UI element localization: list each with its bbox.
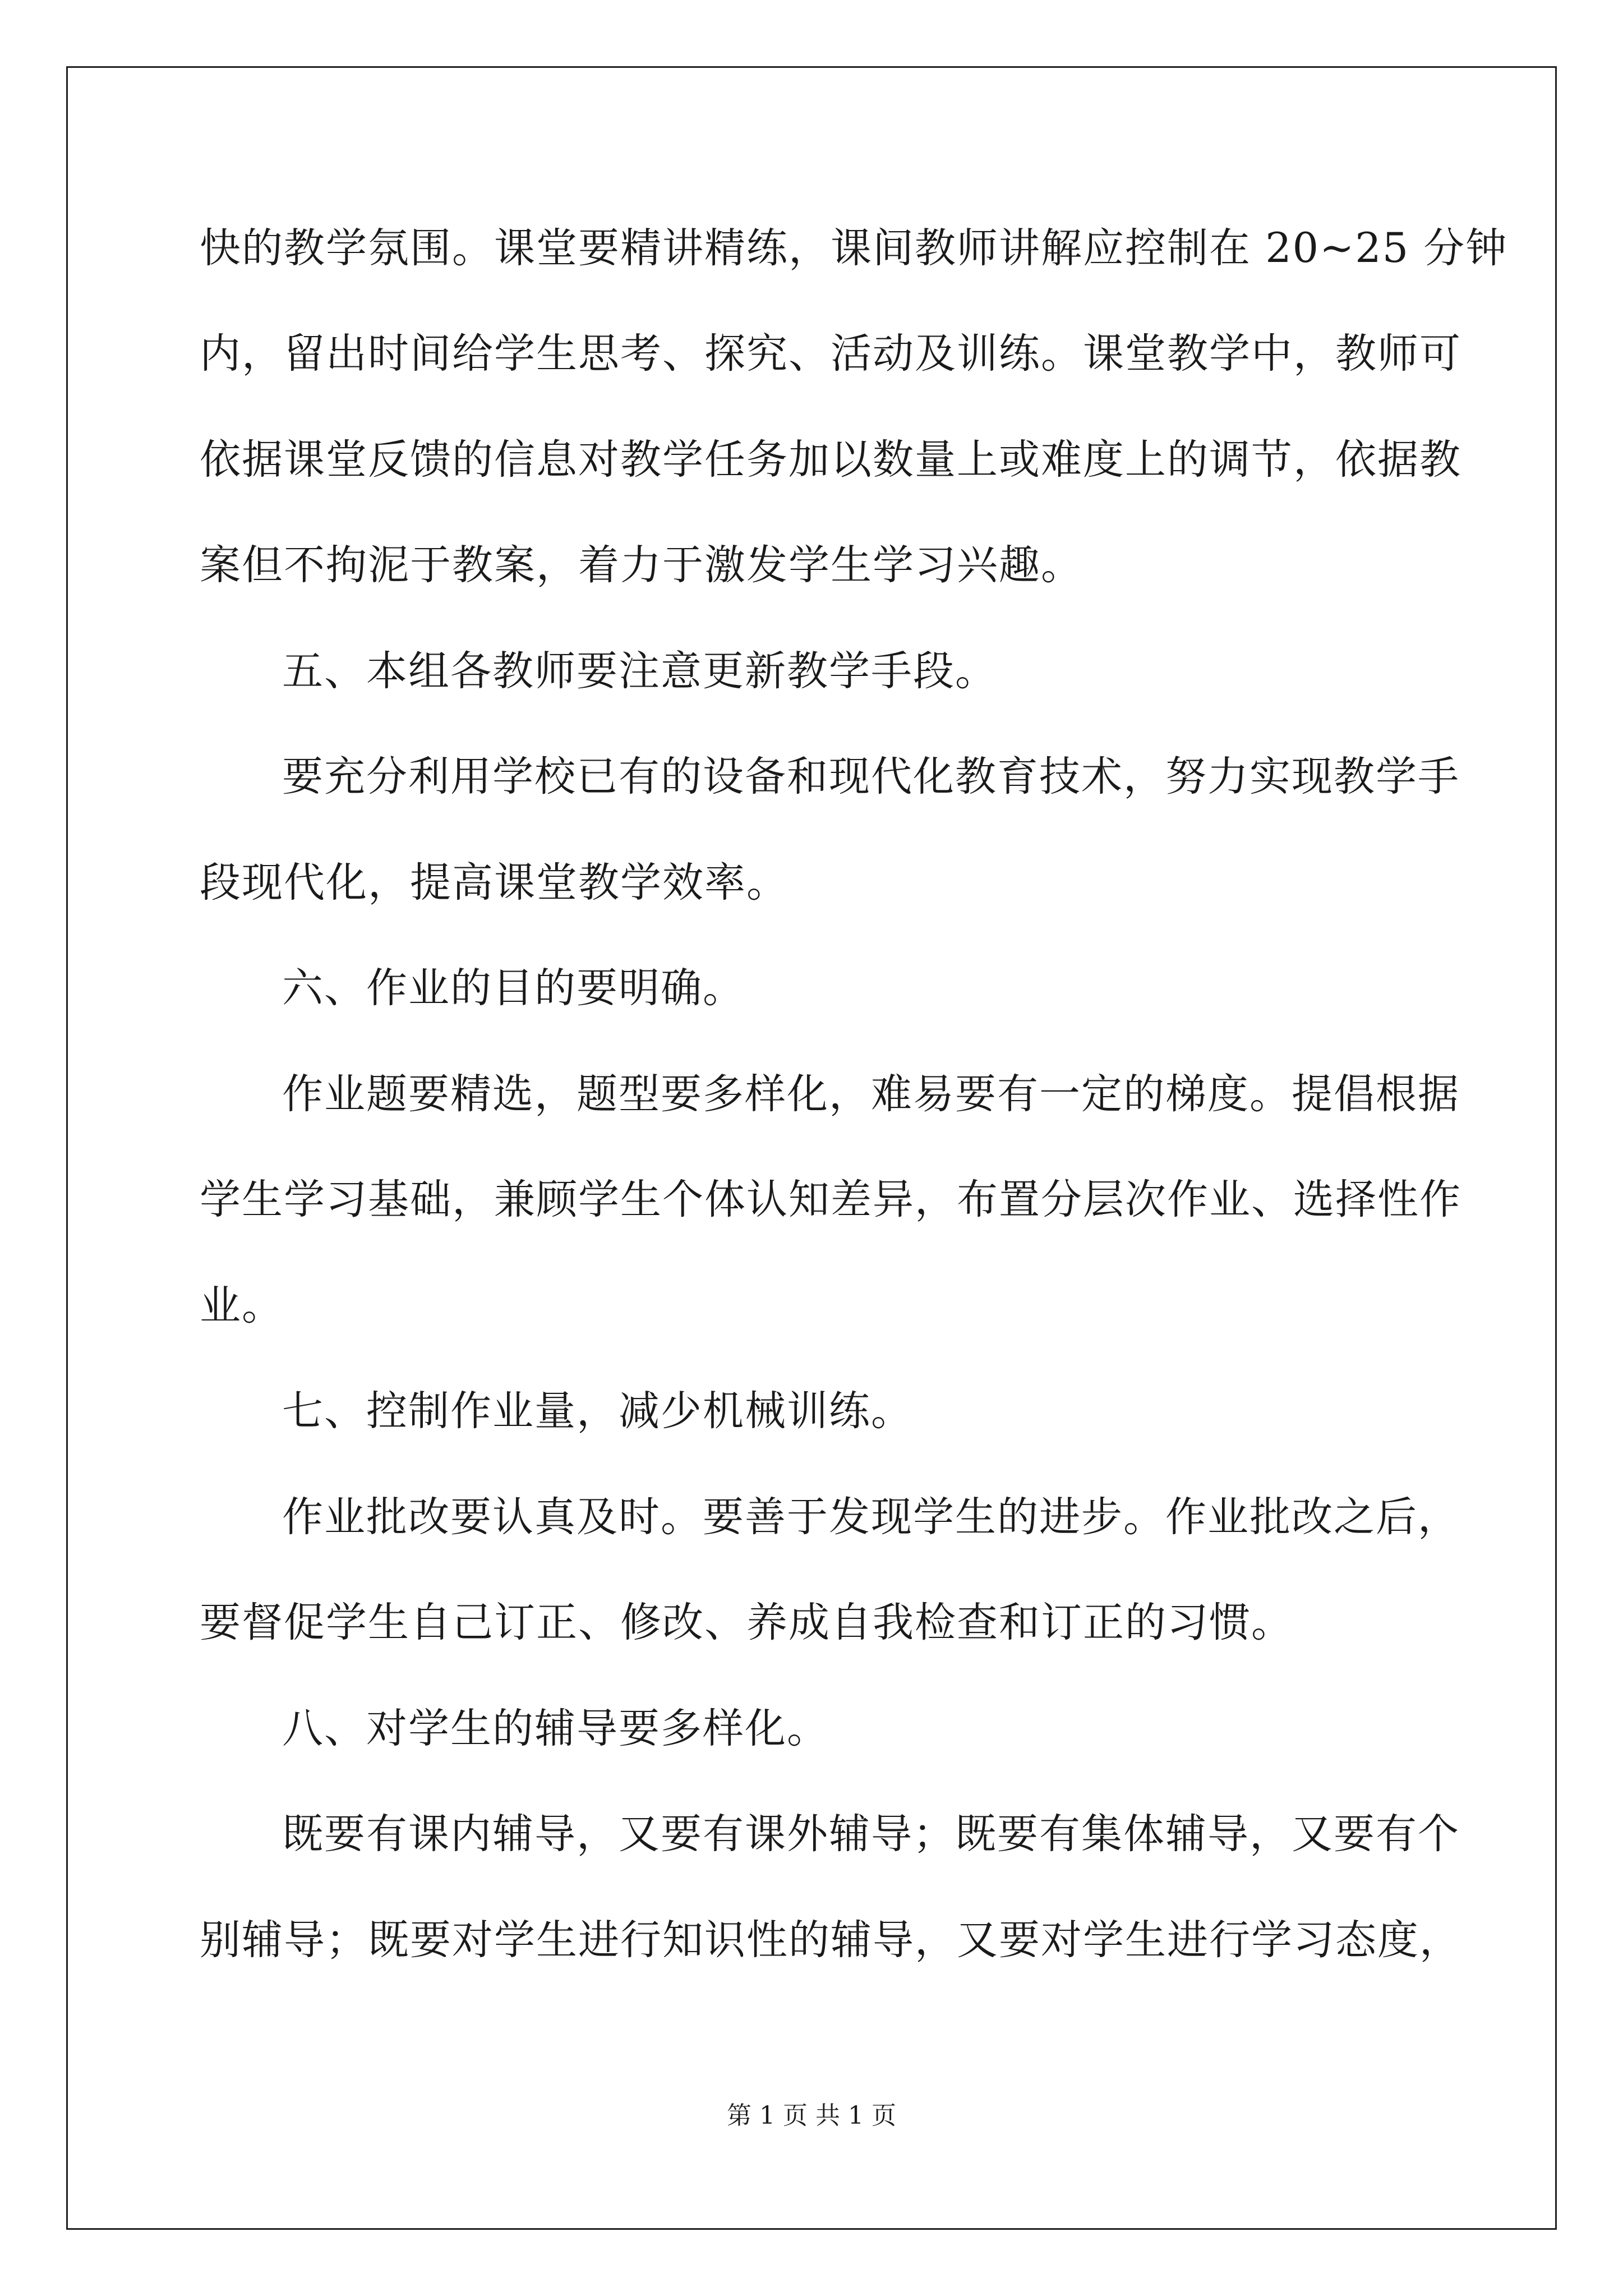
text-line-11: 业。 [200, 1282, 284, 1329]
text-line-7: 段现代化，提高课堂教学效率。 [200, 859, 789, 907]
section-heading-5: 五、本组各教师要注意更新教学手段。 [282, 647, 997, 695]
page-footer: 第 1 页 共 1 页 [727, 2101, 896, 2130]
text-line-10: 学生学习基础，兼顾学生个体认知差异，布置分层次作业、选择性作 [200, 1176, 1461, 1223]
text-line-6: 要充分利用学校已有的设备和现代化教育技术，努力实现教学手 [282, 753, 1460, 800]
text-line-17: 别辅导；既要对学生进行知识性的辅导，又要对学生进行学习态度， [200, 1916, 1461, 1964]
section-heading-7: 七、控制作业量，减少机械训练。 [282, 1387, 913, 1435]
text-line-1: 快的教学氛围。课堂要精讲精练，课间教师讲解应控制在 20~25 分钟 [200, 224, 1508, 272]
text-line-2: 内，留出时间给学生思考、探究、活动及训练。课堂教学中，教师可 [200, 330, 1461, 378]
text-line-16: 既要有课内辅导，又要有课外辅导；既要有集体辅导，又要有个 [282, 1810, 1460, 1858]
text-line-4: 案但不拘泥于教案，着力于激发学生学习兴趣。 [200, 541, 1083, 589]
text-line-3: 依据课堂反馈的信息对教学任务加以数量上或难度上的调节，依据教 [200, 436, 1461, 484]
text-line-13: 作业批改要认真及时。要善于发现学生的进步。作业批改之后， [282, 1493, 1460, 1541]
text-line-9: 作业题要精选，题型要多样化，难易要有一定的梯度。提倡根据 [282, 1070, 1460, 1118]
text-line-14: 要督促学生自己订正、修改、养成自我检查和订正的习惯。 [200, 1599, 1293, 1646]
section-heading-6: 六、作业的目的要明确。 [282, 964, 745, 1012]
page-border [66, 66, 1557, 2230]
section-heading-8: 八、对学生的辅导要多样化。 [282, 1705, 829, 1752]
